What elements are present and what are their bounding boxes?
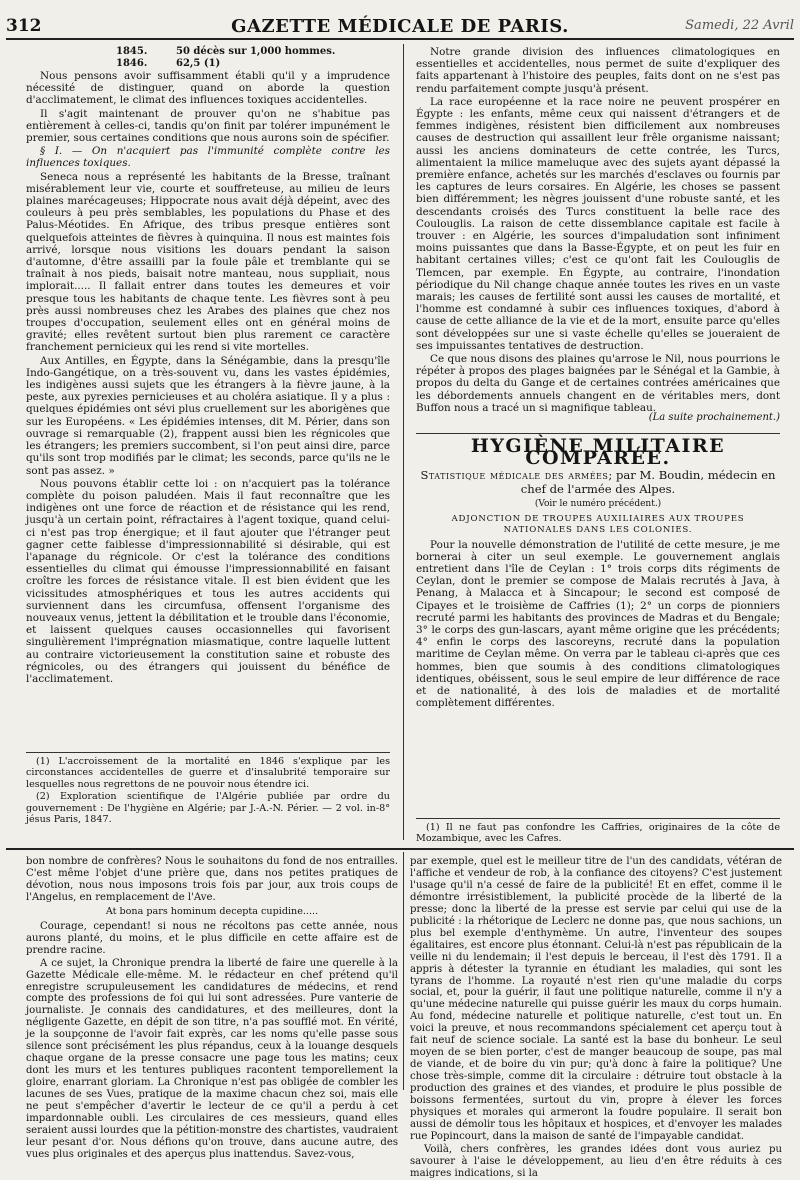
footnote: (2) Exploration scientifique de l'Algérie publiée par ordre du gouvernement : De l'hygiène en Algérie; par J.-A.-N. Périer. — 2 vol. in-8° jésus Paris, 1847. (26, 791, 390, 826)
footnote: (1) L'accroissement de la mortalité en 1846 s'explique par les circonstances accidentelles de guerre et d'insalubrité temporaire sur lesquelles nous regrettons de ne pouvoir nous étendre ici. (26, 756, 390, 790)
paragraph: Voilà, chers confrères, les grandes idées dont vous auriez pu savourer à l'aise le développement, au lieu d'en être réduits à ces maigres indications, si la (410, 1143, 782, 1179)
left-column (26, 46, 390, 746)
paragraph: Nous pouvons établir cette loi : on n'acquiert pas la tolérance complète du poison paludéen. Mais il faut reconnaître que les indigènes ont une force de réaction et de résistance qui les rend, jusqu'à un certain point, réfractaires à l'agent toxique, quand celui-ci n'est pas trop énergique; et il faut ajouter que l'étranger peut gagner cette faiblesse d'impressionnabilité si désirable, qui est l'apanage du régnicole. Or c'est la tolérance des conditions essentielles du climat qui émousse l'impressionnabilité en faisant croître les forces de résistance vitale. Il est bien évident que les vicissitudes atmosphériques et tous les autres accidents qui surviennent dans les circumfusa, offensent l'organisme des nouveaux venus, jettent la débilitation et le trouble dans l'économie, et laissent quelques causes occasionnelles qui favorisent singulièrement l'imprégnation miasmatique, contre laquelle luttent au contraire victorieusement la constitution saine et robuste des régnicoles, ou des étrangers qui jouissent du bénéfice de l'acclimatement. (26, 477, 390, 685)
feuilleton-left (26, 856, 398, 1160)
newspaper-title: GAZETTE MÉDICALE DE PARIS. (231, 16, 569, 37)
paragraph: Ce que nous disons des plaines qu'arrose le Nil, nous pourrions le répéter à propos des plages baignées par le Sénégal et la Gambie, à propos du delta du Gange et de certaines contrées américaines que les débordements annuels changent en de véritables mers, dont Buffon nous a tracé un si magnifique tableau. (416, 353, 780, 414)
paragraph: Courage, cependant! si nous ne récoltons pas cette année, nous aurons planté, du moins, et le plus difficile en cette affaire est de prendre racine. (26, 920, 398, 956)
paragraph: par exemple, quel est le meilleur titre de l'un des candidats, vétéran de l'affiche et vendeur de rob, à la confiance des citoyens? C'est justement l'usage qu'il n'a cessé de faire de la publicité! Et en effet, comme il le démontre irrésistiblement, la publicité procède de la liberté de la presse; donc la liberté de la presse est servie par celui qui use de la publicité : la rhétorique de Leclerc ne donne pas, que nous sachions, un plus bel exemple d'enthymème. Un autre, l'inventeur des soupes égalitaires, est encore plus étonnant. Celui-là n'est pas républicain de la veille ni du lendemain; il l'est depuis le berceau, il l'est dès 1791. Il a appris à détester la tyrannie en étudiant les maladies, qui sont les tyrans de l'homme. La royauté n'est rien qu'une maladie du corps social, et, pour la guérir, il faut une politique naturelle, comme il n'y a qu'une médecine naturelle qui puisse guérir les maux du corps humain. Au fond, médecine naturelle et politique naturelle, c'est tout un. En voici la preuve, et nous recommandons spécialement cet aperçu tout à fait neuf de science sociale. La santé est la base du bonheur. Le seul moyen de se bien porter, c'est de manger beaucoup de soupe, pas mal de viande, et de boire du vin pur; qu'à donc à faire la politique? Une chose très-simple, comme dit la circulaire : détruire tout obstacle à la production des graines et des viandes, et produire le plus possible de boissons fermentées, surtout du vin, propre à élever les forces physiques et morales qui armeront la foudre populaire. Il serait bon aussi de démolir tous les hôpitaux et hospices, et d'envoyer les malades rue Popincourt, dans la maison de santé de l'impayable candidat. (410, 856, 782, 1142)
epigraph: At bona pars hominum decepta cupidine..... (105, 905, 319, 917)
paragraph: Pour la nouvelle démonstration de l'utilité de cette mesure, je me bornerai à citer un seul exemple. Le gouvernement anglais entretient dans l'île de Ceylan : 1° trois corps dits régiments de Ceylan, dont le premier se compose de Malais recrutés à Java, à Penang, à Malacca et à Sincapour; le second est composé de Cipayes et le troisième de Caffries (1); 2° un corps de pionniers recruté parmi les habitants des provinces de Madras et du Bengale; 3° le corps des gun-lascars, ayant même origine que les précédents; 4° enfin le corps des lascoreyns, recruté dans la population maritime de Ceylan même. On verra par le tableau ci-après que ces hommes, bien que soumis à des conditions climatologiques identiques, obéissent, sous le seul empire de leur différence de race et de nationalité, à des lois de maladies et de mortalité complètement différentes. (416, 538, 780, 710)
hygiene-section (416, 436, 780, 816)
to-be-continued: (La suite prochainement.) (648, 412, 780, 423)
section-subtitle: Statistique médicale des armées; par M. Boudin, médecin en chef de l'armée des Alpes. (420, 468, 776, 497)
page-number: 312 (6, 16, 42, 36)
paragraph: A ce sujet, la Chronique prendra la liberté de faire une querelle à la Gazette Médicale elle-même. M. le rédacteur en chef prétend qu'il enregistre scrupuleusement les candidatures de médecins, et rend compte des professions de foi qui lui sont adressées. Pure vanterie de journaliste. Je connais des candidatures, et des meilleures, dont la négligente Gazette, en dépit de son titre, n'a pas soufflé mot. En vérité, je la soupçonne de l'avoir fait exprès, car les noms qu'elle passe sous silence sont précisément les plus répandus, ceux à la louange desquels chaque organe de la presse consacre une page tous les matins; ceux dont les murs et les tentures publiques racontent temporellement la gloire, enarrant gloriam. La Chronique n'est pas obligée de combler les lacunes de ses Vues, pratique de la maxime chacun chez soi, mais elle ne peut s'empêcher d'avertir le lecteur de ce qu'il a perdu à cet impardonnable oubli. Les circulaires de ces messieurs, quand elles seraient aussi lourdes que la pétition-monstre des chartistes, vaudraient leur pesant d'or. Nous défions qu'on trouve, dans aucune autre, des vues plus originales et des aperçus plus inattendus. Savez-vous, (26, 957, 398, 1160)
paragraph: bon nombre de confrères? Nous le souhaitons du fond de nos entrailles. C'est même l'objet d'une prière que, dans nos petites pratiques de dévotion, nous nous imposons trois fois par jour, aux trois coups de l'Angelus, en remplacement de l'Ave. (26, 856, 398, 903)
section-title: HYGIÈNE MILITAIRE COMPARÉE. (470, 435, 726, 470)
mortality-table (116, 46, 390, 70)
footnote: (1) Il ne faut pas confondre les Caffries, originaires de la côte de Mozambique, avec les Cafres. (416, 822, 780, 845)
paragraph: Aux Antilles, en Égypte, dans la Sénégambie, dans la presqu'île Indo-Gangétique, on a très-souvent vu, dans les vastes épidémies, les indigènes aussi sujets que les étrangers à la fièvre jaune, à la peste, aux pyrexies pernicieuses et au choléra asiatique. Il y a plus : quelques épidémies ont sévi plus cruellement sur les aborigènes que sur les Européens. « Les épidémies intenses, dit M. Périer, dans son ouvrage si remarquable (2), frappent aussi bien les régnicoles que les étrangers; les premiers succombent, si l'on peut ainsi dire, parce qu'ils sont trop modifiés par le climat; les seconds, parce qu'ils ne le sont pas assez. » (26, 354, 390, 477)
paragraph: Nous pensons avoir suffisamment établi qu'il y a imprudence nécessité de distinguer, quand on aborde la question d'acclimatement, le climat des influences toxiques accidentelles. (26, 70, 390, 107)
column-divider (403, 44, 404, 840)
section-heading: § I. — On n'acquiert pas l'immunité complète contre les influences toxiques. (26, 145, 390, 170)
left-footnotes (26, 756, 390, 826)
page-header (6, 14, 794, 40)
notes-divider (26, 752, 390, 753)
paragraph: Il s'agit maintenant de prouver qu'on ne s'habitue pas entièrement à celles-ci, tandis qu'on finit par tolérer impunément le premier, sous certaines conditions que nous aurons soin de spécifier. (26, 107, 390, 145)
section-caps-heading: ADJONCTION DE TROUPES AUXILIAIRES AUX TROUPES NATIONALES DANS LES COLONIES. (451, 513, 745, 535)
feuilleton-divider (403, 852, 404, 1090)
issue-date: Samedi, 22 Avril (685, 18, 794, 33)
notes-divider (416, 818, 780, 819)
paragraph: La race européenne et la race noire ne peuvent prospérer en Égypte : les enfants, même ceux qui naissent d'étrangers et de femmes indigènes, résistent bien difficilement aux nombreuses causes de destruction qui assaillent leur frêle organisme naissant; aussi les anciens dominateurs de cette contrée, les Turcs, alimentaient la milice mameluque avec des sujets ayant dépassé la première enfance, achetés sur les marchés d'esclaves ou fournis par les captures de leurs corsaires. En Algérie, les choses se passent bien différemment; les nègres jouissent d'une robuste santé, et les descendants croisés des Turcs constituent la belle race des Coulouglis. La raison de cette dissemblance capitale est facile à trouver : en Algérie, les sources d'impaludation sont infiniment moins puissantes que dans la Basse-Égypte, et on peut les fuir en habitant certaines villes; c'est ce qu'ont fait les Coulouglis de Tlemcen, par exemple. En Égypte, au contraire, l'inondation périodique du Nil change chaque année toutes les rives en un vaste marais; les causes de fertilité sont aussi les causes de mortalité, et l'homme est condamné à subir ces influences toxiques, d'abord à cause de cette alliance de la vie et de la mort, ensuite parce qu'elles sont développées sur une si vaste échelle qu'elles se joueraient de ses impuissantes tentatives de destruction. (416, 95, 780, 352)
right-footnotes (416, 822, 780, 846)
section-divider (416, 433, 780, 434)
feuilleton-right (410, 856, 782, 1179)
section-reference: (Voir le numéro précédent.) (534, 499, 662, 510)
paragraph: Notre grande division des influences climatologiques en essentielles et accidentelles, nous permet de suite d'expliquer des faits appartenant à l'histoire des peuples, faits dont on ne s'est pas rendu parfaitement compte jusqu'à présent. (416, 46, 780, 95)
suite-line (416, 410, 780, 432)
mortality-row: 1845. 50 décès sur 1,000 hommes. (116, 46, 336, 57)
right-column (416, 46, 780, 426)
mortality-row: 1846. 62,5 (1) (116, 58, 221, 69)
paragraph: Seneca nous a représenté les habitants de la Bresse, traînant misérablement leur vie, courte et souffreteuse, au milieu de leurs plaines marécageuses; Hippocrate nous avait déjà dépeint, avec des couleurs à peu près semblables, les populations du Phase et des Palus-Méotides. En Afrique, des tribus presque entières sont quelquefois atteintes de fièvres à quinquina. Il nous est maintes fois arrivé, lorsque nous visitions les douars pendant la saison d'automne, d'être assailli par la foule pâle et tremblante qui se traînait à nos pieds, baisait notre manteau, nous suppliait, nous implorait..... Il fallait entrer dans toutes les demeures et voir presque tous les habitants de chaque tente. Les fièvres sont à peu près aussi nombreuses chez les Arabes des plaines que chez nos troupes d'occupation, seulement elles ont en général moins de gravité; elles revêtent surtout bien plus rarement ce caractère franchement pernicieux qui les rend si vite mortelles. (26, 170, 390, 354)
feuilleton-rule (6, 848, 794, 850)
